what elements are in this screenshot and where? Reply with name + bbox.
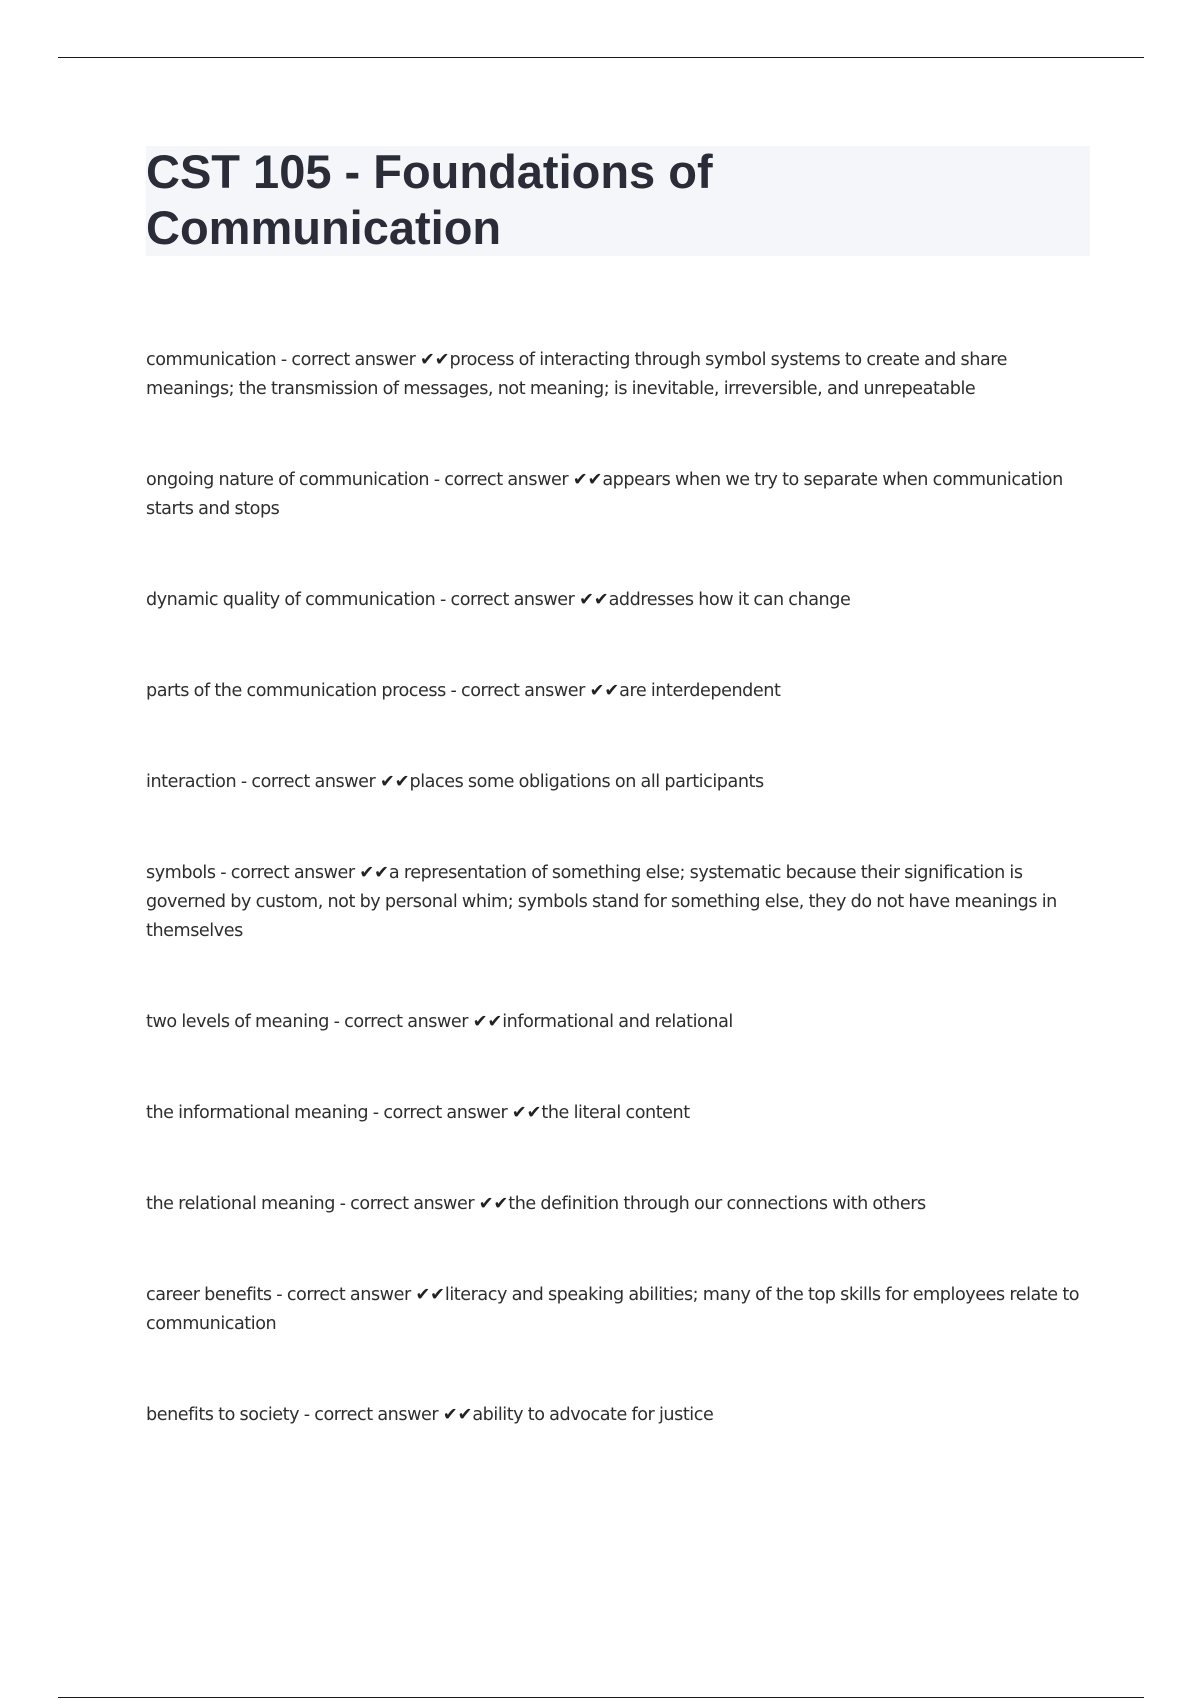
answer-label: correct answer — [230, 863, 355, 883]
check-marks: ✔✔ — [380, 772, 410, 792]
entry-separator: - — [236, 772, 252, 792]
entry-separator: - — [271, 1285, 287, 1305]
answer-label: correct answer — [286, 1285, 411, 1305]
check-marks: ✔✔ — [589, 681, 620, 701]
entry-term: the informational meaning — [146, 1103, 369, 1123]
flashcard-entry — [146, 1281, 1086, 1339]
answer-label: correct answer — [350, 1194, 475, 1214]
entry-definition: the definition through our connections with others — [508, 1194, 926, 1214]
entry-term: career benefits — [146, 1285, 272, 1305]
entry-separator: - — [215, 863, 231, 883]
entry-term: benefits to society — [146, 1405, 300, 1425]
entry-term: interaction — [146, 772, 237, 792]
entry-definition: addresses how it can change — [608, 590, 851, 610]
entry-term: the relational meaning — [146, 1194, 335, 1214]
answer-label: correct answer — [450, 590, 575, 610]
flashcard-entry — [146, 346, 1086, 404]
check-marks: ✔✔ — [415, 1285, 445, 1305]
entry-separator: - — [276, 350, 292, 370]
check-marks: ✔✔ — [420, 350, 450, 370]
entry-separator: - — [299, 1405, 315, 1425]
answer-label: correct answer — [291, 350, 416, 370]
entry-definition: appears when we try to separate when communication starts and stops — [146, 470, 1063, 519]
flashcard-entry — [146, 1401, 1086, 1430]
check-marks: ✔✔ — [478, 1194, 509, 1214]
entry-definition: the literal content — [541, 1103, 690, 1123]
entry-separator: - — [445, 681, 462, 701]
answer-label: correct answer — [461, 681, 585, 701]
flashcard-entry — [146, 1190, 1086, 1219]
flashcard-entry — [146, 466, 1086, 524]
entry-term: dynamic quality of communication — [146, 590, 436, 610]
entry-separator: - — [368, 1103, 384, 1123]
entry-separator: - — [435, 590, 451, 610]
flashcard-entry — [146, 586, 1086, 615]
entry-separator: - — [334, 1194, 351, 1214]
flashcard-entry — [146, 1008, 1086, 1037]
check-marks: ✔✔ — [511, 1103, 542, 1123]
entry-term: symbols — [146, 863, 216, 883]
check-marks: ✔✔ — [442, 1405, 473, 1425]
flashcard-entry — [146, 859, 1086, 946]
entry-term: ongoing nature of communication — [146, 470, 430, 490]
flashcard-entry — [146, 677, 1086, 706]
entry-separator: - — [328, 1012, 345, 1032]
entry-definition: process of interacting through symbol systems to create and share meanings; the transmission of messages, not meaning; is inevitable, irreversible, and unrepeatable — [146, 350, 1008, 399]
flashcard-entry — [146, 1099, 1086, 1128]
check-marks: ✔✔ — [572, 470, 603, 490]
flashcard-entry — [146, 768, 1086, 797]
entry-separator: - — [429, 470, 445, 490]
check-marks: ✔✔ — [359, 863, 389, 883]
entry-definition: are interdependent — [619, 681, 781, 701]
entry-definition: ability to advocate for justice — [472, 1405, 714, 1425]
answer-label: correct answer — [444, 470, 569, 490]
entry-term: two levels of meaning — [146, 1012, 329, 1032]
top-rule — [58, 57, 1144, 58]
entry-definition: informational and relational — [502, 1012, 733, 1032]
bottom-rule — [58, 1697, 1144, 1698]
answer-label: correct answer — [314, 1405, 439, 1425]
flashcard-list — [146, 346, 1086, 1430]
entry-definition: a representation of something else; systematic because their signification is governed by custom, not by personal whim; symbols stand for something else, they do not have meanings in themselves — [146, 863, 1057, 941]
page-title: CST 105 - Foundations of Communication — [146, 145, 713, 254]
answer-label: correct answer — [383, 1103, 508, 1123]
check-marks: ✔✔ — [579, 590, 609, 610]
answer-label: correct answer — [344, 1012, 469, 1032]
answer-label: correct answer — [251, 772, 376, 792]
entry-term: communication — [146, 350, 277, 370]
entry-term: parts of the communication process — [146, 681, 446, 701]
entry-definition: literacy and speaking abilities; many of the top skills for employees relate to communication — [146, 1285, 1080, 1334]
check-marks: ✔✔ — [472, 1012, 503, 1032]
entry-definition: places some obligations on all participants — [409, 772, 764, 792]
